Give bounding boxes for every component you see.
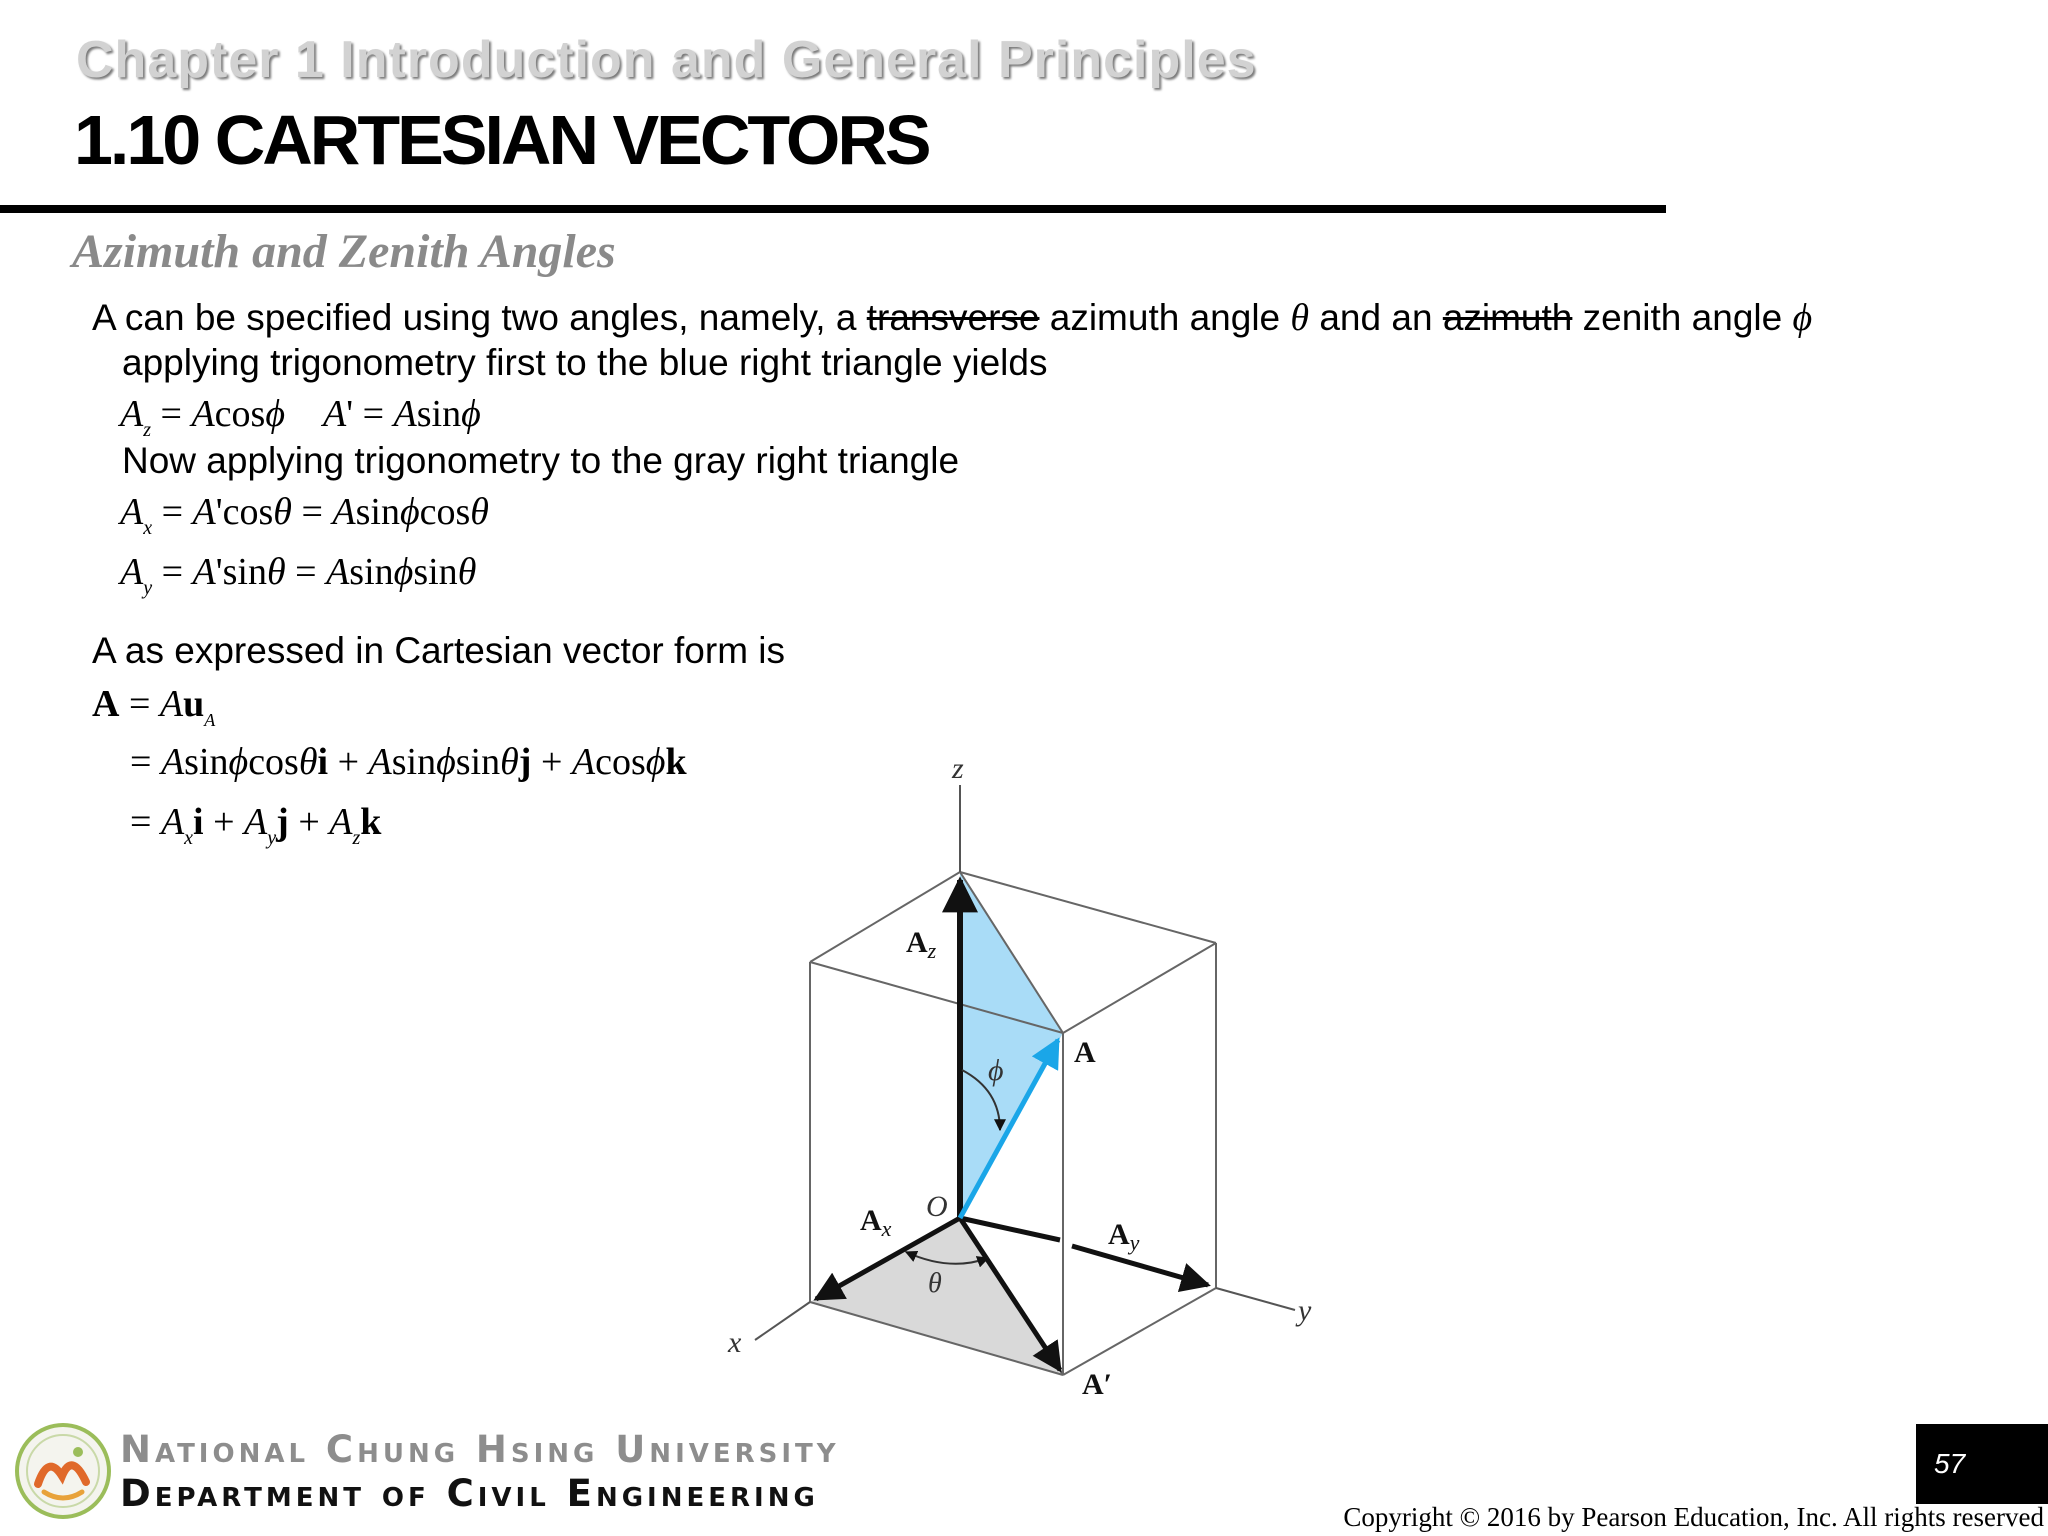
y-axis	[1216, 1288, 1295, 1310]
x-axis-label: x	[728, 1326, 742, 1359]
university-logo	[14, 1422, 112, 1520]
blue-triangle	[960, 872, 1063, 1218]
cartesian-form-text: A as expressed in Cartesian vector form is	[92, 630, 786, 671]
gray-triangle-text: Now applying trigonometry to the gray right triangle	[122, 440, 960, 481]
vector-diagram	[700, 740, 1360, 1410]
ay-label: $A_y$	[1108, 1218, 1140, 1255]
intro-text-2: azimuth angle	[1039, 297, 1291, 338]
equation-a-angles: = Asinϕcosθi + Asinϕsinθj + Acosϕk	[130, 741, 687, 783]
theta-symbol: θ	[1290, 297, 1310, 339]
aprime-label: A′	[1082, 1368, 1113, 1401]
struck-word-transverse: transverse	[866, 297, 1040, 338]
intro-paragraph	[92, 296, 1812, 340]
blue-triangle-text: applying trigonometry first to the blue right triangle yields	[122, 342, 1048, 383]
university-name: National Chung Hsing University	[120, 1428, 840, 1471]
equation-a-components: = $A_xi + A_yj + A_zk$	[130, 801, 382, 849]
phi-symbol: ϕ	[1792, 297, 1813, 339]
a-label: A	[1074, 1036, 1096, 1069]
section-subtitle: Azimuth and Zenith Angles	[72, 225, 616, 278]
origin-label: O	[926, 1190, 948, 1223]
ay-vector	[1072, 1246, 1208, 1285]
page-title: 1.10 CARTESIAN VECTORS	[74, 101, 929, 179]
page-number-box	[1916, 1424, 2048, 1504]
copyright-notice: Copyright © 2016 by Pearson Education, Inc. All rights reserved	[1343, 1502, 2044, 1532]
chapter-heading: Chapter 1 Introduction and General Principles	[76, 31, 1257, 89]
phi-label: ϕ	[988, 1054, 1004, 1087]
equation-ay: $A_y = A'\sin\theta = Asin\phi\sin\theta$	[120, 551, 477, 599]
theta-label: θ	[928, 1268, 942, 1299]
z-axis-label: z	[952, 752, 964, 785]
equation-az-aprime: $A_z = Acos\phi$ A' = Asinϕ	[120, 393, 481, 441]
department-name: Department of Civil Engineering	[120, 1472, 819, 1515]
title-divider	[0, 205, 1666, 213]
equation-a-unit: $A = Au_A$	[92, 683, 216, 730]
struck-word-azimuth: azimuth	[1442, 297, 1573, 338]
y-axis-label: y	[1298, 1294, 1312, 1327]
equation-ax: $A_x = A'\cos\theta = Asin\phi\cos\theta$	[120, 491, 489, 539]
intro-text-4: zenith angle	[1572, 297, 1793, 338]
x-axis	[755, 1302, 810, 1340]
page-number: 57	[1934, 1448, 1966, 1479]
az-label: $A_z$	[906, 926, 937, 963]
intro-text-1: A can be specified using two angles, namely, a	[92, 297, 867, 338]
ax-label: $A_x$	[860, 1204, 892, 1241]
intro-text-3: and an	[1309, 297, 1443, 338]
